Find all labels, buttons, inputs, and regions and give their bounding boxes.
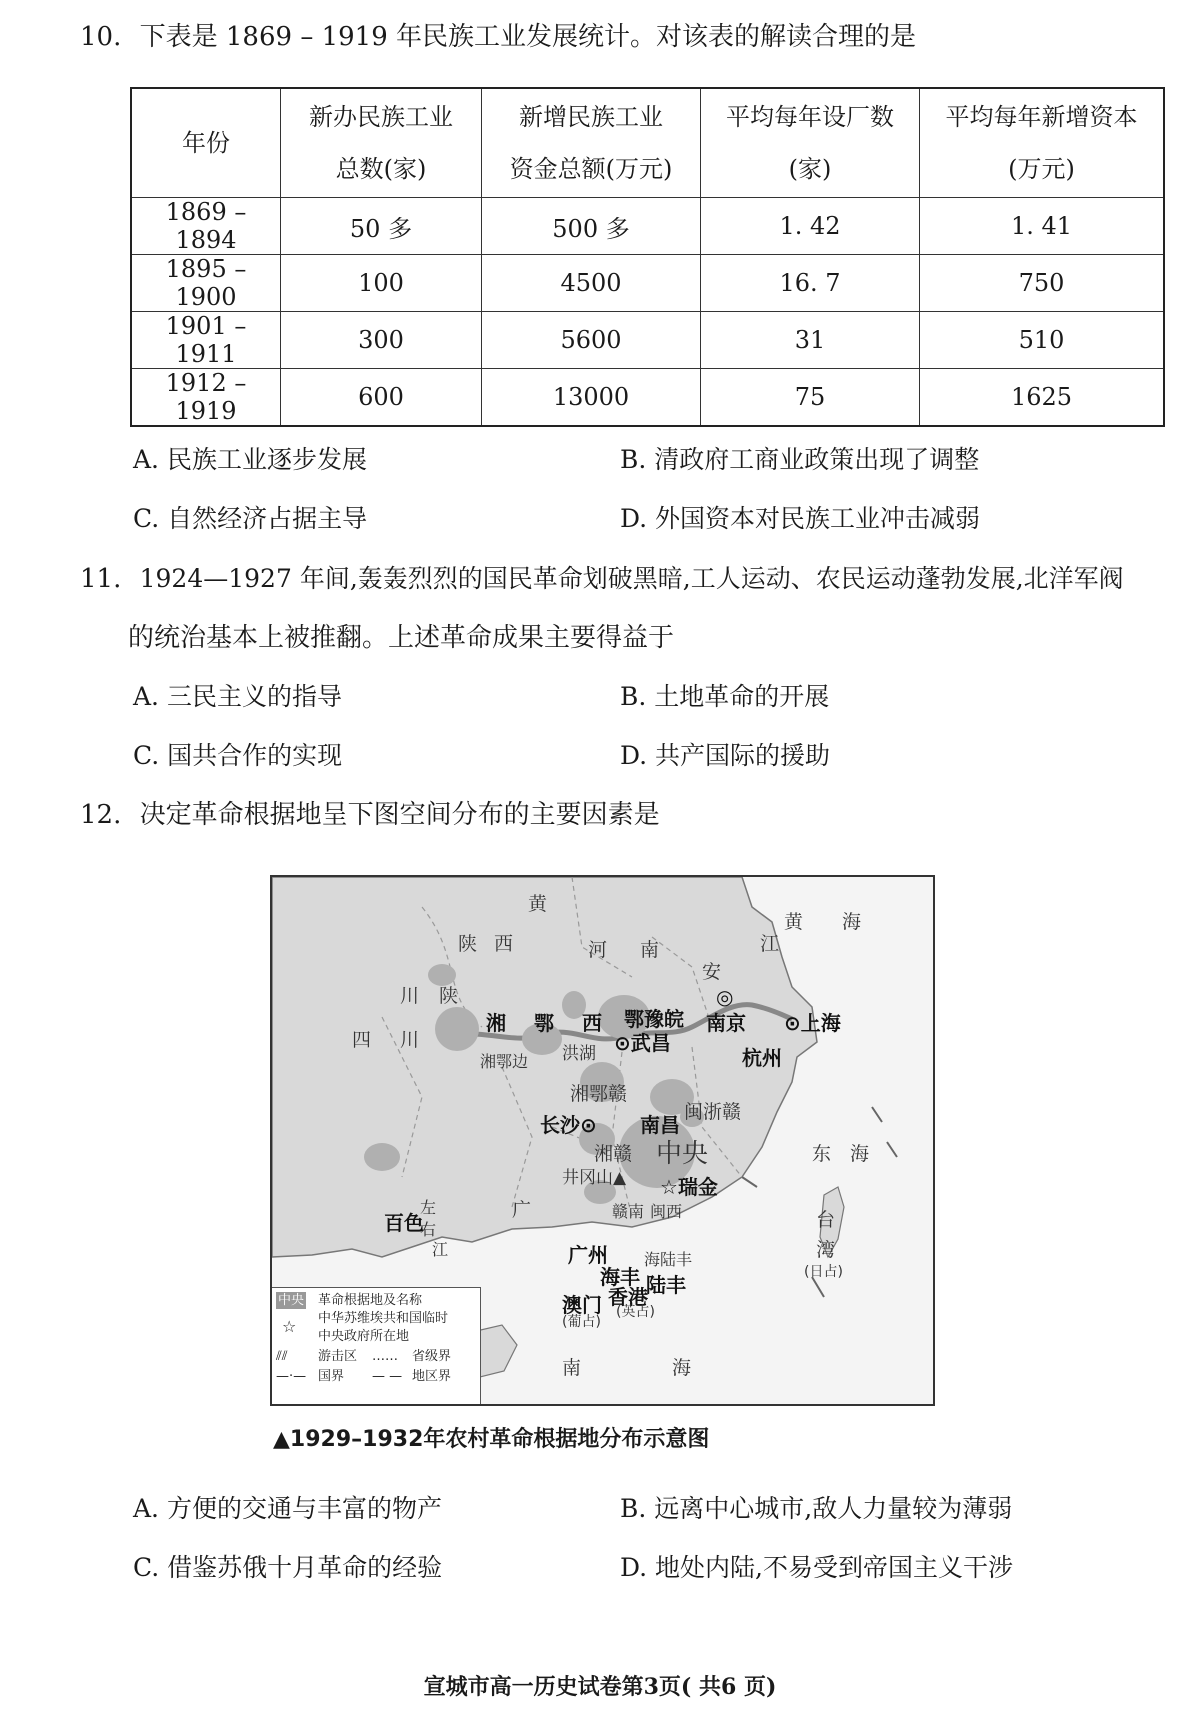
map-label: 河 [588,939,608,961]
legend-item: 中央政府所在地 [318,1329,410,1344]
header-avg-factories: 平均每年设厂数 (家) [701,88,920,198]
table-cell: 31 [701,312,920,369]
map-label: 鄂豫皖 [624,1007,684,1031]
header-new-capital: 新增民族工业 资金总额(万元) [482,88,701,198]
map-label: 江 [432,1240,449,1259]
map-label: 井冈山▲ [562,1168,627,1188]
map-label: 台 [816,1209,836,1231]
q12-stem-text: 决定革命根据地呈下图空间分布的主要因素是 [139,800,660,830]
dash-dot-line-icon: —·— [276,1369,307,1384]
city-label-changsha: 长沙⊙ [540,1113,597,1137]
map-label: 江 [760,933,780,955]
map-label: 赣南 [612,1202,645,1221]
legend-item: 国界 [318,1369,345,1384]
map-label: 广 [512,1199,532,1221]
city-label-shanghai: ⊙上海 [784,1011,841,1035]
map-label: 湘鄂边 [480,1052,529,1071]
q11-stem-line2: 的统治基本上被推翻。上述革命成果主要得益于 [128,623,675,653]
map-label: (日占) [804,1264,843,1280]
map-label: 鄂 [534,1011,554,1035]
industry-stats-table [130,87,1165,427]
table-cell: 1. 42 [701,198,920,255]
q12-stem [80,800,660,830]
map-label: 湘赣 [594,1143,633,1165]
star-icon: ☆ [282,1317,297,1336]
city-label-lufeng: 陆丰 [646,1273,686,1297]
table-header-row [131,88,1164,198]
city-label-macau: 澳门 [562,1293,602,1317]
q10-option-b[interactable]: B. 清政府工商业政策出现了调整 [620,445,980,474]
q11-option-d[interactable]: D. 共产国际的援助 [620,741,831,770]
city-label-wuchang: ⊙武昌 [614,1031,671,1055]
map-label: 西 [582,1011,602,1035]
map-label: 中央 [656,1139,709,1169]
base-area-map [270,875,935,1406]
table-cell: 100 [281,255,482,312]
table-row [131,198,1164,255]
map-caption: ▲1929–1932年农村革命根据地分布示意图 [273,1427,710,1452]
table-row [131,255,1164,312]
dashed-line-icon: — — [372,1369,403,1384]
table-cell: 13000 [482,369,701,427]
map-label: 陕 [458,933,478,955]
map-label: 左 [420,1198,437,1217]
map-label: 东 [812,1143,832,1165]
table-cell: 1625 [920,369,1165,427]
mainland-shape [272,877,817,1257]
header-new-factories: 新办民族工业 总数(家) [281,88,482,198]
map-label: 洪湖 [562,1044,596,1064]
q11-number: 11. [80,564,122,594]
table-row [131,312,1164,369]
city-label-hongkong: 香港 [608,1285,648,1309]
table-cell: 4500 [482,255,701,312]
map-label: (英占) [616,1304,655,1320]
map-label: 右 [420,1220,437,1239]
table-cell: 5600 [482,312,701,369]
city-label-nanjing: 南京 [706,1011,746,1035]
map-legend [272,1287,481,1404]
city-label-hangzhou: 杭州 [742,1046,782,1070]
q10-stem-text: 下表是 1869 – 1919 年民族工业发展统计。对该表的解读合理的是 [139,22,917,52]
map-label: (葡占) [562,1314,601,1330]
map-label: 海 [672,1357,692,1379]
q10-stem [80,22,916,52]
table-row [131,369,1164,427]
q10-option-a[interactable]: A. 民族工业逐步发展 [133,445,367,474]
q12-option-c[interactable]: C. 借鉴苏俄十月革命的经验 [133,1553,443,1582]
city-label-guangzhou: 广州 [568,1243,608,1267]
legend-swatch: 中央 [278,1293,305,1308]
city-label-ruijin: ☆瑞金 [660,1175,718,1199]
table-cell: 75 [701,369,920,427]
table-cell: 510 [920,312,1165,369]
table-cell: 50 多 [281,198,482,255]
map-label: 川 [400,1029,420,1051]
q11-option-a[interactable]: A. 三民主义的指导 [133,682,342,711]
q10-number: 10. [80,22,122,52]
map-label: 湘鄂赣 [570,1083,628,1105]
map-label: 陕 [439,985,459,1007]
q12-number: 12. [80,800,122,830]
map-label: 四 [352,1029,372,1051]
table-cell: 500 多 [482,198,701,255]
map-label: 闽西 [650,1202,683,1221]
q11-stem-line1: 1924—1927 年间,轰轰烈烈的国民革命划破黑暗,工人运动、农民运动蓬勃发展,北洋军阀 [139,564,1124,593]
legend-item: 中华苏维埃共和国临时 [318,1311,449,1326]
legend-item: 地区界 [412,1369,452,1384]
city-label-nanchang: 南昌 [640,1113,680,1137]
map-label: 西 [494,933,514,955]
map-label: 海 [850,1143,870,1165]
table-cell: 300 [281,312,482,369]
q12-option-a[interactable]: A. 方便的交通与丰富的物产 [133,1494,442,1523]
map-label: 黄 [528,893,548,915]
map-label: 闽浙赣 [684,1101,742,1123]
q10-option-d[interactable]: D. 外国资本对民族工业冲击减弱 [620,504,981,533]
legend-item: 省级界 [412,1349,452,1364]
table-cell: 1. 41 [920,198,1165,255]
header-avg-capital: 平均每年新增资本 (万元) [920,88,1165,198]
map-label: 南 [640,939,660,961]
map-label: 海 [842,911,862,933]
table-cell: 1901 – 1911 [131,312,281,369]
city-label-baise: 百色 [384,1211,424,1235]
map-label: 安 [702,961,722,983]
q11-stem [80,564,1124,594]
map-label: 黄 [784,911,804,933]
map-label: 海陆丰 [644,1250,693,1269]
table-cell: 1912 – 1919 [131,369,281,427]
table-cell: 1869 – 1894 [131,198,281,255]
city-label-haifeng: 海丰 [600,1265,640,1289]
table-cell: 1895 – 1900 [131,255,281,312]
q11-option-b[interactable]: B. 土地革命的开展 [620,682,830,711]
q12-option-b[interactable]: B. 远离中心城市,敌人力量较为薄弱 [620,1494,1013,1523]
map-label: 南 [562,1357,582,1379]
header-year: 年份 [131,88,281,198]
q11-option-c[interactable]: C. 国共合作的实现 [133,741,343,770]
map-label: 湾 [816,1239,836,1261]
map-label: 湘 [486,1011,506,1035]
table-cell: 16. 7 [701,255,920,312]
dotted-line-icon: …… [372,1349,398,1364]
q12-option-d[interactable]: D. 地处内陆,不易受到帝国主义干涉 [620,1553,1013,1582]
page-footer: 宣城市高一历史试卷第3页( 共6 页) [423,1674,777,1700]
legend-item: 游击区 [318,1349,358,1364]
hatch-icon: ⫽⫽ [276,1349,288,1364]
city-label: ◎ [716,985,734,1009]
map-label: 川 [400,985,420,1007]
legend-item: 革命根据地及名称 [318,1293,423,1308]
q10-option-c[interactable]: C. 自然经济占据主导 [133,504,368,533]
table-cell: 750 [920,255,1165,312]
table-cell: 600 [281,369,482,427]
